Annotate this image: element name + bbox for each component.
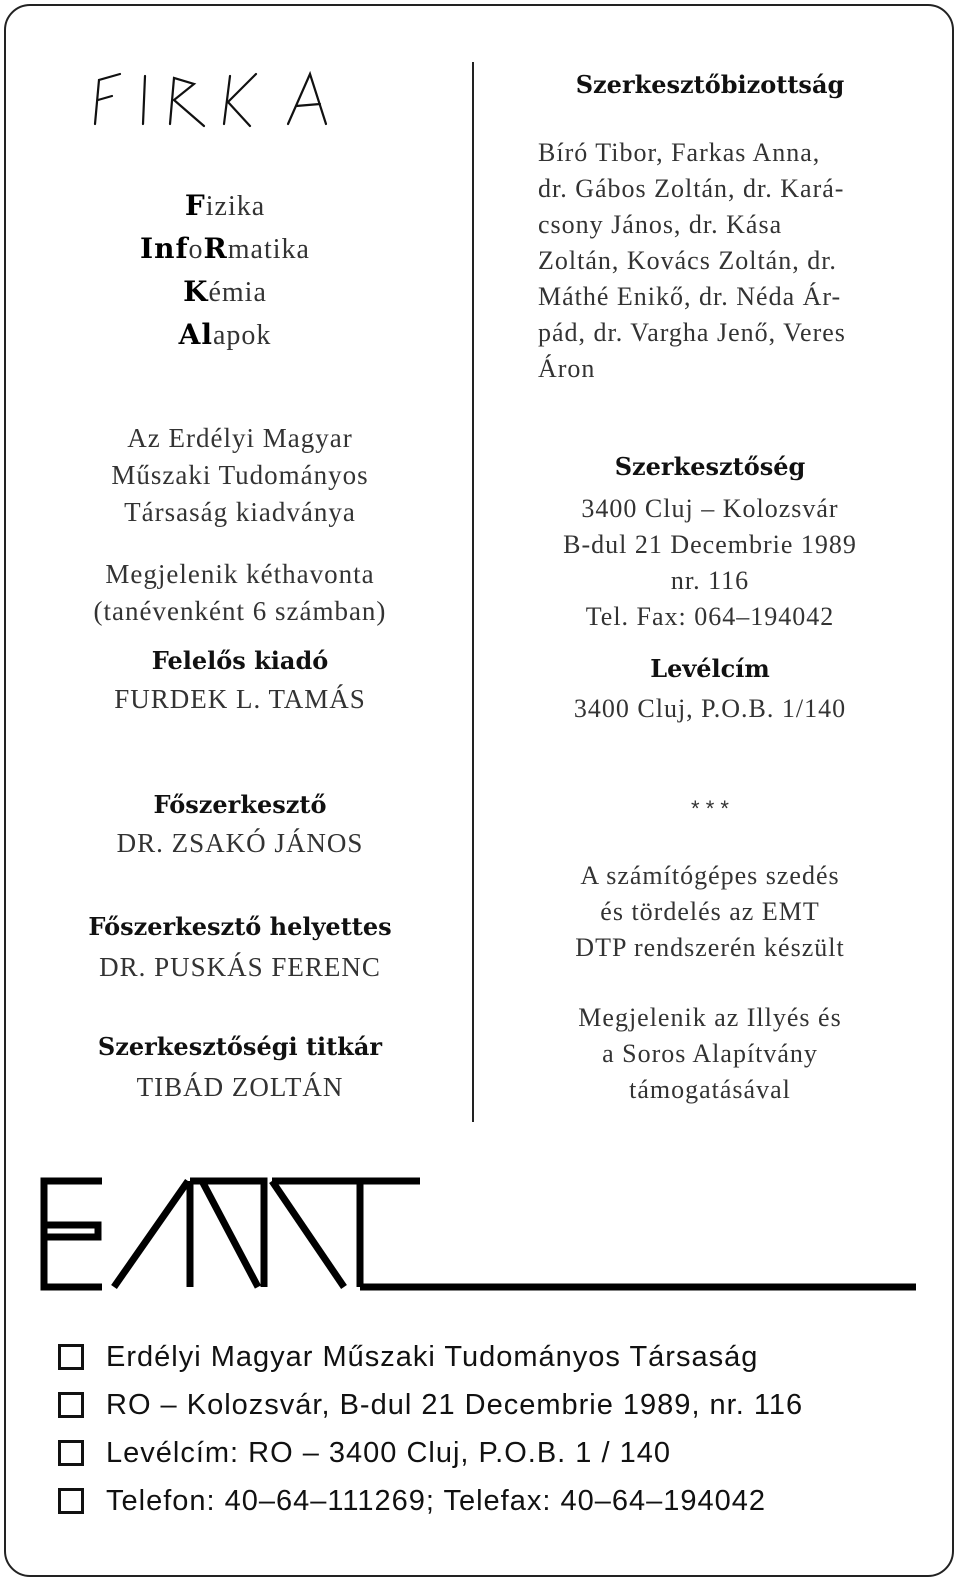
footer-text: Telefon: 40–64–111269; Telefax: 40–64–194042 [106, 1484, 766, 1517]
board-members [500, 135, 920, 387]
address-line: Tel. Fax: 064–194042 [585, 602, 835, 631]
checkbox-icon [58, 1392, 84, 1418]
note-line: támogatásával [629, 1075, 791, 1104]
footer-item [58, 1429, 803, 1477]
acronym-line-alapok: Alapok [178, 318, 272, 351]
asterism-separator: * * * [691, 796, 729, 821]
section-heading: Szerkesztőbizottság [575, 70, 845, 99]
note-line: Megjelenik az Illyés és [578, 1003, 842, 1032]
board-line: csony János, dr. Kása [538, 210, 783, 239]
staff-editor-in-chief [40, 790, 440, 862]
mailing-line: 3400 Cluj, P.O.B. 1/140 [573, 694, 847, 723]
staff-name: DR. PUSKÁS FERENC [99, 952, 381, 982]
editorial-office [500, 452, 920, 635]
board-line: Bíró Tibor, Farkas Anna, [538, 138, 821, 167]
note-line: a Soros Alapítvány [602, 1039, 818, 1068]
frequency-line: (tanévenként 6 számban) [93, 596, 387, 626]
editorial-board [500, 70, 920, 387]
footer-item [58, 1477, 803, 1525]
address-line: B-dul 21 Decembrie 1989 [563, 530, 857, 559]
staff-publisher [40, 646, 440, 718]
staff-role: Szerkesztőségi titkár [97, 1032, 383, 1061]
acronym-line-fizika: Fizika [184, 189, 266, 222]
staff-secretary [40, 1032, 440, 1106]
firka-logo [90, 62, 390, 132]
mailing-address [500, 654, 920, 727]
checkbox-icon [58, 1344, 84, 1370]
support-note [500, 1000, 920, 1108]
footer-info [58, 1333, 803, 1525]
staff-role: Főszerkesztő [153, 790, 327, 819]
footer-item [58, 1381, 803, 1429]
staff-name: TIBÁD ZOLTÁN [136, 1072, 344, 1102]
acronym-line-kemia: Kémia [183, 275, 267, 308]
note-line: A számítógépes szedés [580, 861, 840, 890]
magazine-acronym [60, 185, 390, 357]
note-line: DTP rendszerén készült [575, 933, 845, 962]
checkbox-icon [58, 1440, 84, 1466]
column-divider [472, 62, 474, 1122]
staff-role: Felelős kiadó [151, 646, 329, 675]
board-line: dr. Gábos Zoltán, dr. Kará- [538, 174, 845, 203]
board-line: Zoltán, Kovács Zoltán, dr. [538, 246, 837, 275]
publisher-line: Műszaki Tudományos [111, 460, 369, 490]
staff-deputy-editor [40, 912, 440, 986]
staff-name: FURDEK L. TAMÁS [114, 684, 366, 714]
board-line: Máthé Enikő, dr. Néda Ár- [538, 282, 842, 311]
footer-item [58, 1333, 803, 1381]
staff-role: Főszerkesztő helyettes [88, 912, 392, 941]
checkbox-icon [58, 1488, 84, 1514]
board-line: pád, dr. Vargha Jenő, Veres [538, 318, 846, 347]
address-line: 3400 Cluj – Kolozsvár [581, 494, 839, 523]
frequency-statement [40, 556, 440, 630]
office-address [500, 491, 920, 635]
publisher-line: Az Erdélyi Magyar [127, 423, 353, 453]
section-heading: Szerkesztőség [614, 452, 806, 481]
publisher-statement [40, 420, 440, 531]
footer-text: RO – Kolozsvár, B-dul 21 Decembrie 1989, nr. 116 [106, 1388, 804, 1421]
publisher-line: Társaság kiadványa [124, 497, 356, 527]
frequency-line: Megjelenik kéthavonta [105, 559, 375, 589]
section-heading: Levélcím [650, 654, 770, 683]
footer-text: Levélcím: RO – 3400 Cluj, P.O.B. 1 / 140 [106, 1436, 671, 1469]
note-line: és tördelés az EMT [600, 897, 820, 926]
acronym-line-informatika: InfoRmatika [140, 232, 310, 265]
address-line: nr. 116 [670, 566, 750, 595]
emt-logo [40, 1175, 920, 1293]
typesetting-note [500, 858, 920, 966]
board-line: Áron [538, 354, 596, 383]
staff-name: DR. ZSAKÓ JÁNOS [116, 828, 364, 858]
footer-text: Erdélyi Magyar Műszaki Tudományos Társaság [106, 1340, 759, 1373]
